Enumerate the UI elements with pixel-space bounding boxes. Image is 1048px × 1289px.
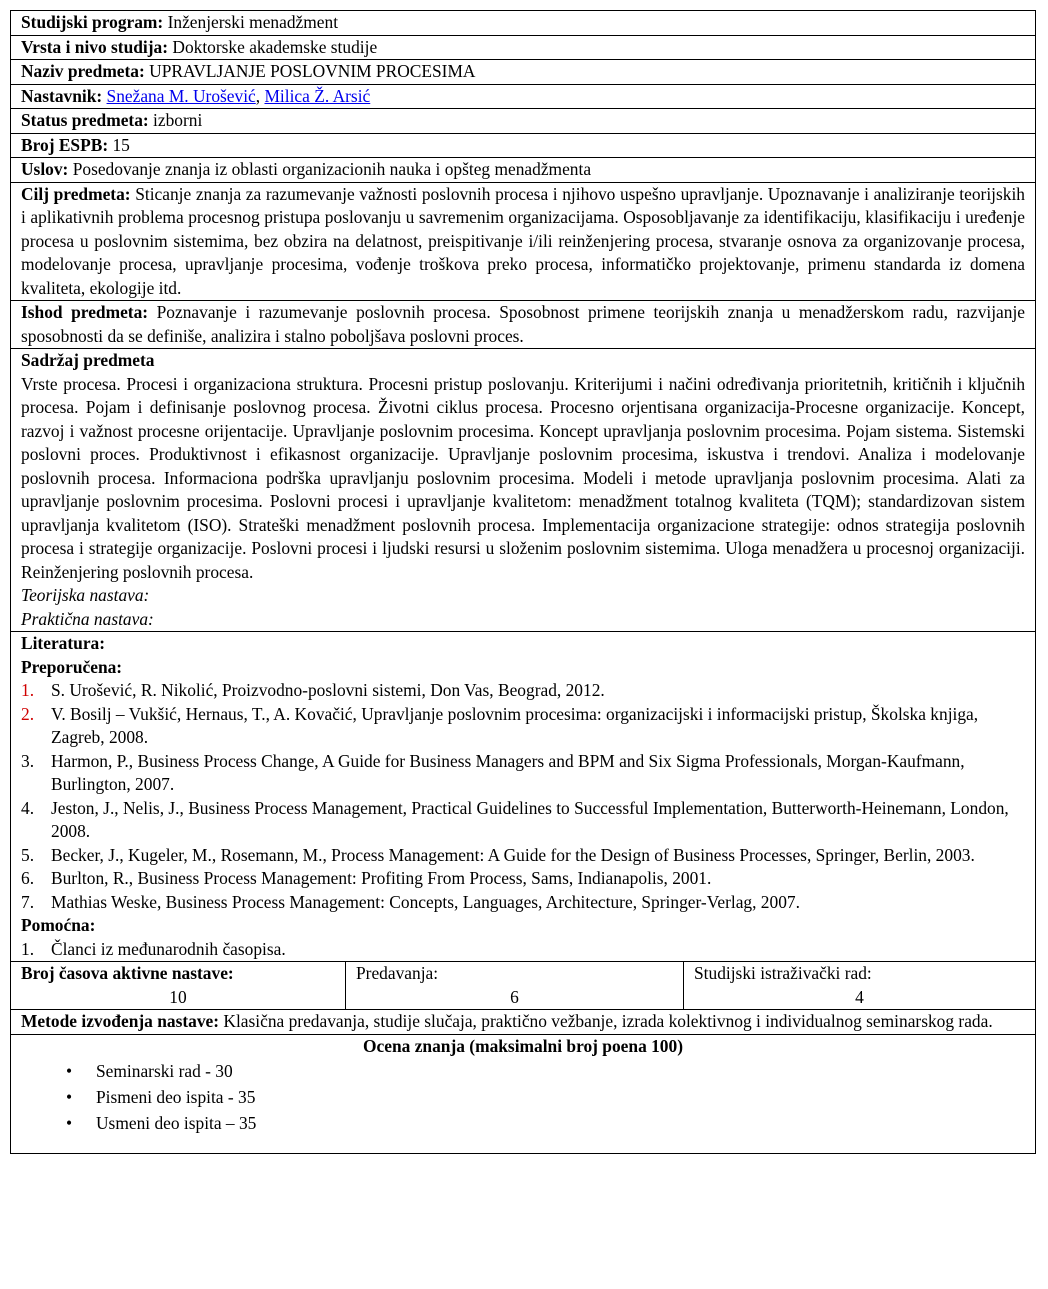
reference-text: Harmon, P., Business Process Change, A Guide for Business Managers and BPM and Six Sigma Professionals, Morgan-Kaufmann, Burlington, 2007. — [51, 750, 965, 794]
level-value: Doktorske akademske studije — [172, 36, 378, 57]
reference-item — [21, 797, 1025, 844]
status-value: izborni — [153, 110, 203, 130]
teachers-label: Nastavnik: — [21, 85, 103, 106]
reference-text: S. Urošević, R. Nikolić, Proizvodno-poslovni sistemi, Don Vas, Beograd, 2012. — [51, 680, 605, 700]
grading-row — [11, 1034, 1036, 1153]
level-label: Vrsta i nivo studija: — [21, 36, 169, 57]
active-hours-label: Broj časova aktivne nastave: — [21, 963, 234, 983]
reference-text: Mathias Weske, Business Process Management: Concepts, Languages, Architecture, Springer-Verlag, 2007. — [51, 891, 800, 912]
grading-title: Ocena znanja (maksimalni broj poena 100) — [363, 1035, 683, 1056]
hours-row — [11, 962, 1036, 1010]
outcome-row — [11, 301, 1036, 349]
grading-item-text: Usmeni deo ispita – 35 — [96, 1113, 257, 1133]
recommended-list — [21, 679, 1025, 914]
reference-item — [21, 679, 1025, 703]
espb-value: 15 — [112, 134, 130, 155]
recommended-heading: Preporučena: — [21, 656, 123, 677]
reference-text: Becker, J., Kugeler, M., Rosemann, M., Process Management: A Guide for the Design of Business Processes, Springer, Berlin, 2003. — [51, 844, 975, 865]
prerequisite-value: Posedovanje znanja iz oblasti organizacionih nauka i opšteg menadžmenta — [72, 159, 592, 179]
methods-label: Metode izvođenja nastave: — [21, 1011, 220, 1031]
course-name-value: UPRAVLJANJE POSLOVNIM PROCESIMA — [149, 61, 476, 81]
espb-row — [11, 133, 1036, 158]
content-heading: Sadržaj predmeta — [21, 350, 155, 370]
grading-item — [66, 1084, 1025, 1110]
bullet-icon: • — [66, 1087, 73, 1107]
reference-text: V. Bosilj – Vukšić, Hernaus, T., A. Kovačić, Upravljanje poslovnim procesima: organizacijski i informacijski pristup, Školska knjiga, Zagreb, 2008. — [51, 703, 979, 747]
reference-text: Burlton, R., Business Process Management: Profiting From Process, Sams, Indianapolis, 2001. — [51, 868, 712, 888]
content-row — [11, 349, 1036, 632]
reference-item — [21, 703, 1025, 750]
outcome-label: Ishod predmeta: — [21, 302, 149, 322]
syllabus-table — [10, 10, 1036, 1154]
outcome-text: Poznavanje i razumevanje poslovnih procesa. Sposobnost primene teorijskih znanja u menadžerskom radu, razvijanje sposobnosti da se definiše, analizira i stalno poboljšava poslovni proces. — [21, 302, 1026, 346]
espb-label: Broj ESPB: — [21, 134, 109, 155]
grading-list — [21, 1058, 1025, 1136]
grading-item-text: Pismeni deo ispita - 35 — [96, 1087, 256, 1107]
goal-row — [11, 182, 1036, 301]
literature-heading: Literatura: — [21, 633, 106, 653]
methods-row — [11, 1010, 1036, 1035]
goal-label: Cilj predmeta: — [21, 183, 131, 204]
program-label: Studijski program: — [21, 12, 164, 32]
active-hours-value: 10 — [169, 986, 187, 1007]
reference-item — [21, 867, 1025, 891]
literature-row — [11, 632, 1036, 962]
reference-number: 7. — [21, 891, 35, 912]
course-syllabus-sheet — [10, 10, 1035, 1154]
grading-item-text: Seminarski rad - 30 — [96, 1061, 233, 1081]
program-row — [11, 11, 1036, 36]
reference-item — [21, 938, 1025, 962]
reference-item — [21, 750, 1025, 797]
research-label: Studijski istraživački rad: — [694, 963, 872, 983]
teacher-link-1[interactable]: Snežana M. Urošević — [106, 85, 256, 106]
lectures-value: 6 — [510, 986, 519, 1007]
reference-number: 6. — [21, 868, 35, 888]
prerequisite-label: Uslov: — [21, 159, 69, 179]
practice-label: Praktična nastava: — [21, 608, 154, 629]
grading-item — [66, 1058, 1025, 1084]
active-hours-cell — [11, 962, 346, 1010]
lectures-label: Predavanja: — [356, 963, 439, 983]
goal-text: Sticanje znanja za razumevanje važnosti poslovnih procesa i njihovo uspešno upravljanje. Upoznavanje i analiziranje teorijskih i aplikativnih problema procesnog pristupa poslovanju u savremenim organizacijama. Osposobljavanje za identifikaciju, klasifikaciju i uređenje procesa u poslovnim sistemima, bez obzira na delatnost, preispitivanje i/ili reinženjering procesa, stvaranje osnova za organizovanje procesa, modelovanje procesa, upravljanje procesima, vođenje troškova preko procesa, informatičko projektovanje, primenu standarda iz domena kvaliteta, ekologije itd. — [21, 183, 1026, 298]
reference-number: 1. — [21, 680, 35, 700]
theory-label: Teorijska nastava: — [21, 585, 150, 605]
reference-text: Jeston, J., Nelis, J., Business Process Management, Practical Guidelines to Successful Implementation, Butterworth-Heinemann, London, 2008. — [51, 797, 1009, 841]
research-value: 4 — [855, 986, 864, 1007]
additional-heading: Pomoćna: — [21, 915, 96, 935]
level-row — [11, 35, 1036, 60]
content-text: Vrste procesa. Procesi i organizaciona struktura. Procesni pristup poslovanju. Kriterijumi i načini određivanja prioritetnih, kritičnih i ključnih procesa. Pojam i definisanje poslovnog procesa. Životni ciklus procesa. Procesno orjentisana organizacija-Procesne organizacije. Koncept, razvoj i važnost procesne orijentacije. Upravljanje poslovnim procesima. Koncept upravljanja poslovnim procesima. Pojam sistema. Sistemski poslovni proces. Produktivnost i efikasnost organizacije. Upravljanje poslovnim procesima, iskustva i trendovi. Analiza i modelovanje poslovnih procesa. Informaciona podrška upravljanju poslovnim procesima. Modeli i metode upravljanja poslovnim procesima. Alati za upravljanje poslovnim procesima. Poslovni procesi i upravljanje kvalitetom: menadžment totalnog kvaliteta (TQM); standardizovan sistem upravljanja kvalitetom (ISO). Strateški menadžment poslovnih procesa. Implementacija organizacione strategije: odnos strategija poslovnih procesa i strategije organizacije. Poslovni procesi i ljudski resursi u složenim poslovnim sistemima. Uloga menadžera u procesnoj organizaciji. Reinženjering poslovnih procesa. — [21, 373, 1026, 582]
teacher-link-2[interactable]: Milica Ž. Arsić — [264, 85, 371, 106]
reference-number: 4. — [21, 797, 35, 818]
reference-number: 2. — [21, 703, 35, 724]
prerequisite-row — [11, 158, 1036, 183]
course-name-row — [11, 60, 1036, 85]
reference-text: Članci iz međunarodnih časopisa. — [51, 938, 286, 959]
grading-item — [66, 1110, 1025, 1136]
teachers-row — [11, 84, 1036, 109]
reference-number: 3. — [21, 750, 35, 771]
status-label: Status predmeta: — [21, 110, 149, 130]
teacher-separator: , — [255, 85, 265, 106]
program-value: Inženjerski menadžment — [167, 12, 339, 32]
reference-number: 1. — [21, 938, 35, 959]
reference-item — [21, 844, 1025, 868]
reference-item — [21, 891, 1025, 915]
bullet-icon: • — [66, 1061, 73, 1081]
lectures-cell — [346, 962, 684, 1010]
bullet-icon: • — [66, 1113, 73, 1133]
methods-text: Klasična predavanja, studije slučaja, praktično vežbanje, izrada kolektivnog i individualnog seminarskog rada. — [223, 1011, 993, 1031]
research-cell — [684, 962, 1036, 1010]
reference-number: 5. — [21, 844, 35, 865]
additional-list — [21, 938, 1025, 962]
course-name-label: Naziv predmeta: — [21, 61, 145, 81]
status-row — [11, 109, 1036, 134]
